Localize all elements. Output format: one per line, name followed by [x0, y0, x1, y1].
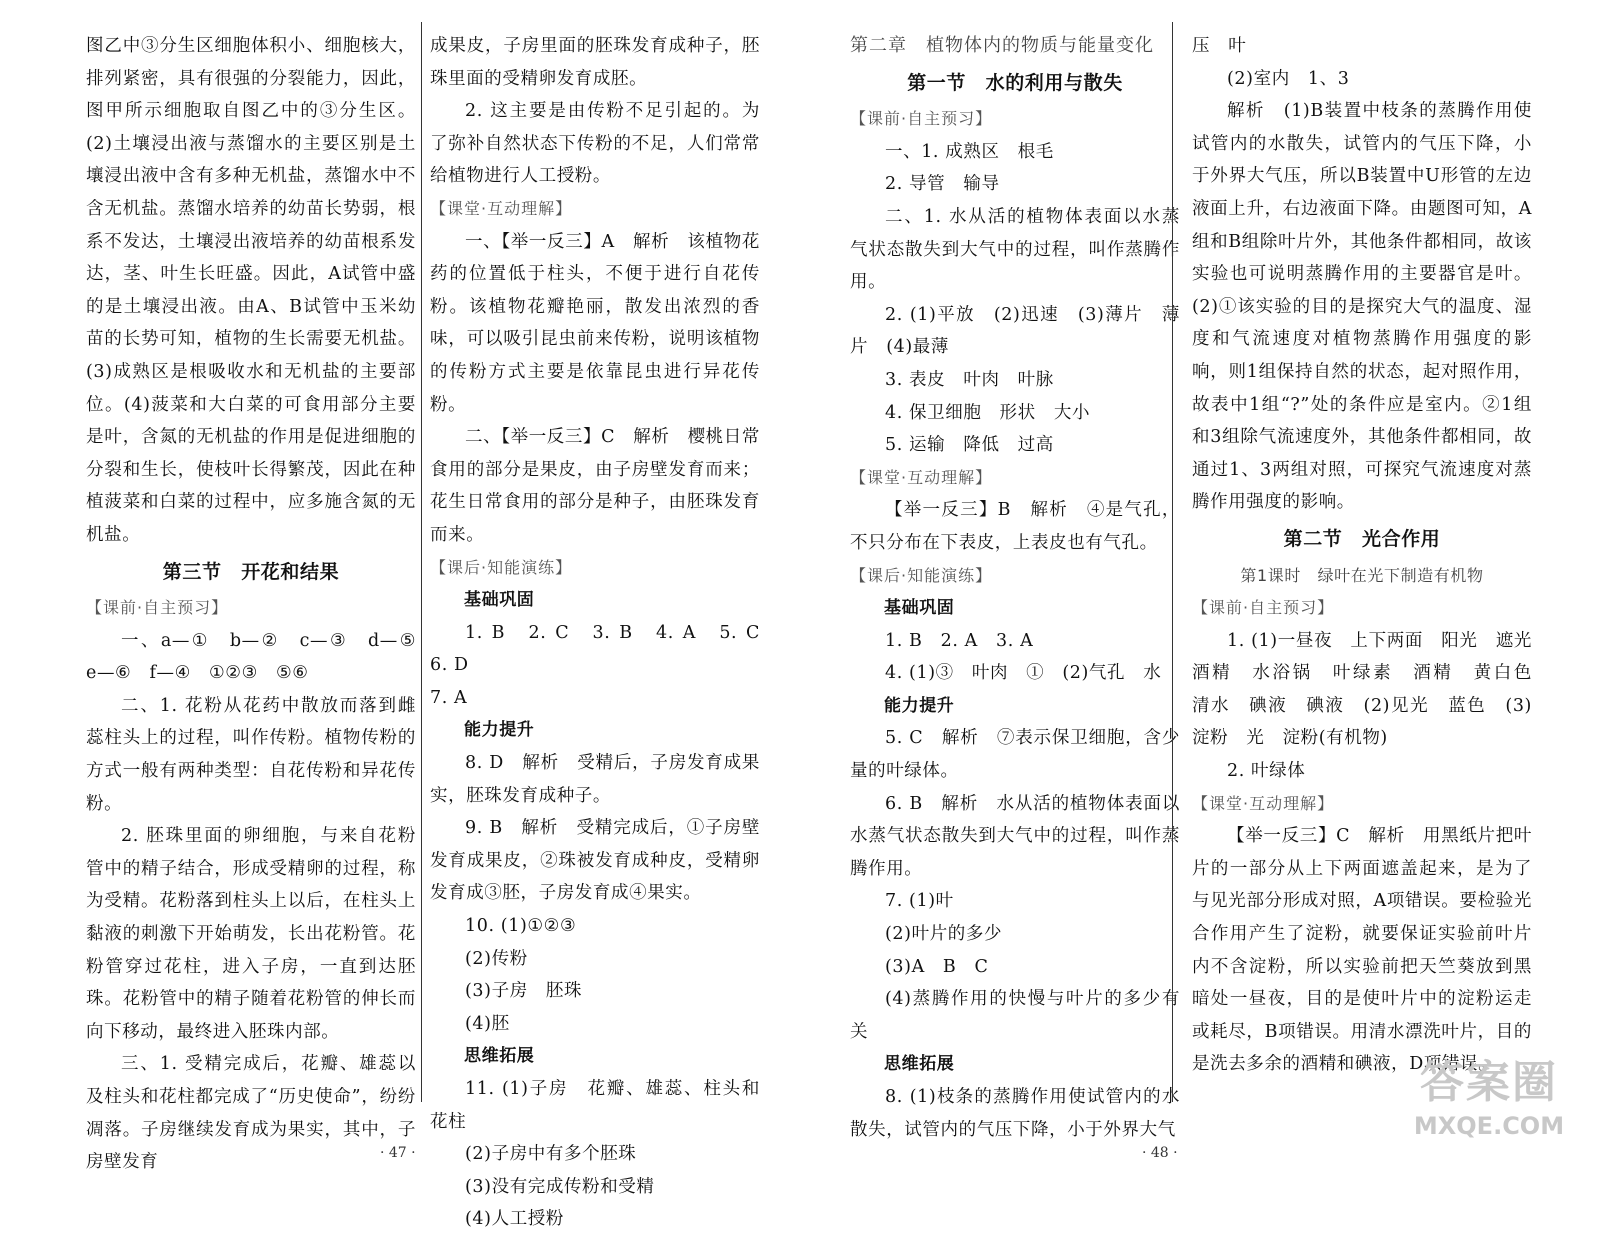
column-divider: [1172, 22, 1173, 1102]
paragraph: 【举一反三】B 解析 ④是气孔，不只分布在下表皮，上表皮也有气孔。: [850, 500, 1180, 553]
answer-line: 1. B 2. A 3. A: [885, 630, 1034, 651]
paragraph: 二、1. 水从活的植物体表面以水蒸气状态散失到大气中的过程，叫作蒸腾作用。: [850, 206, 1180, 293]
answer-line: 1. B 2. C 3. B 4. A 5. C 6. D: [430, 622, 779, 676]
column-divider: [421, 22, 422, 1102]
answer-line: (4)人工授粉: [465, 1209, 564, 1230]
paragraph: 【举一反三】C 解析 用黑纸片把叶片的一部分从上下两面遮盖起来，是为了与见光部分形成对照，A项错误。要检验光合作用产生了淀粉，就要保证实验前叶片内不含淀粉，所以实验前把天竺葵放到黑暗处一昼夜，目的是使叶片中的淀粉运走或耗尽，B项错误。用清水漂洗叶片，目的是洗去多余的酒精和碘液，D项错误。: [1192, 826, 1532, 1075]
paragraph: 一、【举一反三】A 解析 该植物花药的位置低于柱头，不便于进行自花传粉。该植物花瓣艳丽，散发出浓烈的香味，可以吸引昆虫前来传粉，说明该植物的传粉方式主要是依靠昆虫进行异花传粉。: [430, 231, 760, 415]
page-47-left-column: [86, 30, 435, 1179]
paragraph: 2. 胚珠里面的卵细胞，与来自花粉管中的精子结合，形成受精卵的过程，称为受精。花粉落到柱头上以后，在柱头上黏液的刺激下开始萌发，长出花粉管。花粉管穿过花柱，进入子房，一直到达胚珠。花粉管中的精子随着花粉管的伸长而向下移动，最终进入胚珠内部。: [86, 826, 416, 1042]
section-tag: 【课前·自主预习】: [1192, 598, 1335, 618]
paragraph: 三、1. 受精完成后，花瓣、雄蕊以及柱头和花柱都完成了“历史使命”，纷纷凋落。子房继续发育成为果实，其中，子房壁发育: [86, 1054, 416, 1173]
answer-line: (4)胚: [465, 1013, 510, 1034]
subheading: 基础巩固: [464, 590, 535, 611]
answer-line: (2)叶片的多少: [885, 924, 1003, 945]
section-heading: 第三节 开花和结果: [162, 560, 340, 583]
answer-line: 7. A: [430, 687, 468, 708]
section-heading: 第二节 光合作用: [1283, 527, 1441, 550]
answer-line: 一、1. 成熟区 根毛: [885, 141, 1054, 162]
paragraph: 二、1. 花粉从花药中散放而落到雌蕊柱头上的过程，叫作传粉。植物传粉的方式一般有两种类型：自花传粉和异花传粉。: [86, 695, 416, 814]
page-number-left: · 47 ·: [380, 1145, 416, 1161]
paragraph: 8. (1)枝条的蒸腾作用使试管内的水散失，试管内的气压下降，小于外界大气: [850, 1087, 1180, 1140]
answer-line: 2. 叶绿体: [1227, 761, 1306, 782]
watermark: [1404, 1055, 1574, 1155]
answer-line: (2)室内 1、3: [1227, 68, 1350, 89]
paragraph: 8. D 解析 受精后，子房发育成果实，胚珠发育成种子。: [430, 753, 760, 806]
paragraph: 一、a—① b—② c—③ d—⑤ e—⑥ f—④ ①②③ ⑤⑥: [86, 630, 435, 684]
answer-line: 2. 导管 输导: [885, 174, 1000, 195]
answer-line: 10. (1)①②③: [465, 916, 577, 937]
section-tag: 【课后·知能演练】: [430, 557, 573, 577]
answer-line: 3. 表皮 叶肉 叶脉: [885, 369, 1054, 390]
answer-line: 压 叶: [1192, 36, 1247, 56]
paragraph: 2. (1)平放 (2)迅速 (3)薄片 薄片 (4)最薄: [850, 304, 1180, 358]
answer-line: (3)A B C: [885, 956, 989, 977]
paragraph: 2. 这主要是由传粉不足引起的。为了弥补自然状态下传粉的不足，人们常常给植物进行人工授粉。: [430, 101, 760, 187]
page-48-left-column: [850, 30, 1180, 1146]
section-tag: 【课堂·互动理解】: [850, 467, 993, 487]
answer-line: (4)蒸腾作用的快慢与叶片的多少有关: [850, 989, 1180, 1042]
paragraph: 6. B 解析 水从活的植物体表面以水蒸气状态散失到大气中的过程，叫作蒸腾作用。: [850, 793, 1180, 879]
answer-line: 4. 保卫细胞 形状 大小: [885, 402, 1091, 423]
page-number-right: · 48 ·: [1142, 1145, 1178, 1161]
subheading: 思维拓展: [884, 1054, 955, 1075]
answer-line: 5. 运输 降低 过高: [885, 435, 1054, 456]
paragraph: 5. C 解析 ⑦表示保卫细胞，含少量的叶绿体。: [850, 728, 1180, 782]
paragraph: 图乙中③分生区细胞体积小、细胞核大，排列紧密，具有很强的分裂能力，因此，图甲所示细胞取自图乙中的③分生区。(2)土壤浸出液与蒸馏水的主要区别是土壤浸出液中含有多种无机盐，蒸馏水中不含无机盐。蒸馏水培养的幼苗长势弱，根系不发达，土壤浸出液培养的幼苗根系发达，茎、叶生长旺盛。因此，A试管中盛的是土壤浸出液。由A、B试管中玉米幼苗的长势可知，植物的生长需要无机盐。(3)成熟区是根吸收水和无机盐的主要部位。(4)菠菜和大白菜的可食用部分主要是叶，含氮的无机盐的作用是促进细胞的分裂和生长，使枝叶长得繁茂，因此在种植菠菜和白菜的过程中，应多施含氮的无机盐。: [86, 36, 416, 545]
paragraph: 9. B 解析 受精完成后，①子房壁发育成果皮，②珠被发育成种皮，受精卵发育成③胚，子房发育成④果实。: [430, 818, 760, 904]
page-47-right-column: [430, 30, 779, 1236]
lesson-heading: 第1课时 绿叶在光下制造有机物: [1240, 565, 1484, 585]
page-48-right-column: [1192, 30, 1551, 1081]
subheading: 基础巩固: [884, 598, 955, 619]
subheading: 能力提升: [884, 695, 955, 716]
answer-line: (2)子房中有多个胚珠: [465, 1144, 637, 1165]
watermark-title: 答案圈: [1420, 1057, 1558, 1108]
section-tag: 【课堂·互动理解】: [1192, 793, 1335, 813]
section-tag: 【课后·知能演练】: [850, 565, 993, 585]
answer-line: 4. (1)③ 叶肉 ① (2)气孔 水: [885, 663, 1162, 684]
answer-line: 11. (1)子房 花瓣、雄蕊、柱头和花柱: [430, 1079, 760, 1132]
section-tag: 【课前·自主预习】: [86, 598, 229, 618]
paragraph: 二、【举一反三】C 解析 樱桃日常食用的部分是果皮，由子房壁发育而来；花生日常食用的部分是种子，由胚珠发育而来。: [430, 427, 760, 545]
section-heading: 第一节 水的利用与散失: [907, 71, 1123, 94]
answer-line: 7. (1)叶: [885, 891, 954, 912]
paragraph: 1. (1)一昼夜 上下两面 阳光 遮光 酒精 水浴锅 叶绿素 酒精 黄白色 清水 碘液 碘液 (2)见光 蓝色 (3)淀粉 光 淀粉(有机物): [1192, 630, 1551, 749]
paragraph: 成果皮，子房里面的胚珠发育成种子，胚珠里面的受精卵发育成胚。: [430, 36, 760, 89]
subheading: 能力提升: [464, 720, 535, 741]
chapter-heading: 第二章 植物体内的物质与能量变化: [850, 35, 1154, 56]
watermark-url: MXQE.COM: [1413, 1112, 1565, 1140]
subheading: 思维拓展: [464, 1046, 535, 1067]
answer-line: (2)传粉: [465, 948, 528, 969]
section-tag: 【课堂·互动理解】: [430, 198, 573, 218]
paragraph: 解析 (1)B装置中枝条的蒸腾作用使试管内的水散失，试管内的气压下降，小于外界大气压，所以B装置中U形管的左边液面上升，右边液面下降。由题图可知，A组和B组除叶片外，其他条件都相同，故该实验也可说明蒸腾作用的主要器官是叶。(2)①该实验的目的是探究大气的温度、湿度和气流速度对植物蒸腾作用强度的影响，则1组保持自然的状态，起对照作用，故表中1组“?”处的条件应是室内。②1组和3组除气流速度外，其他条件都相同，故通过1、3两组对照，可探究气流速度对蒸腾作用强度的影响。: [1192, 101, 1532, 513]
answer-line: (3)没有完成传粉和受精: [465, 1176, 655, 1197]
section-tag: 【课前·自主预习】: [850, 109, 993, 129]
answer-line: (3)子房 胚珠: [465, 981, 583, 1002]
